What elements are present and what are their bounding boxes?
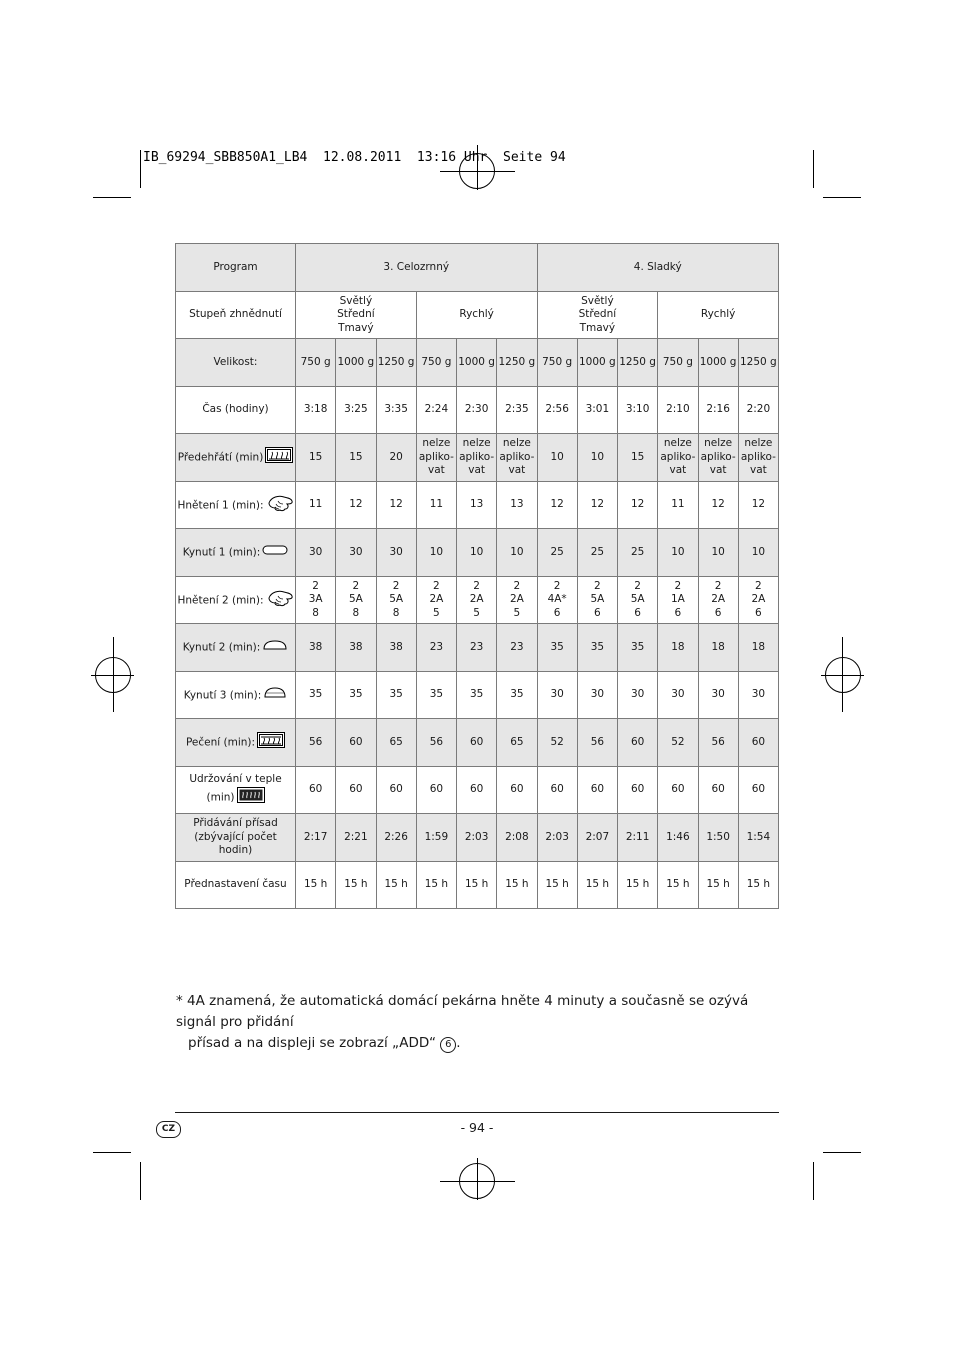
table-row [176,482,779,529]
table-cell: 3:01 [577,387,617,434]
table-row [176,529,779,577]
country-badge: CZ [156,1121,181,1138]
row-label: Program [176,244,296,292]
table-cell: 2:35 [497,387,537,434]
table-cell: 10 [537,434,577,482]
table-cell: nelze apliko- vat [738,434,778,482]
table-cell: 35 [336,672,376,719]
keep-warm-icon [237,787,265,808]
browning-quick: Rychlý [658,292,779,339]
table-cell: 15 h [416,862,456,909]
table-cell: 2 2A 6 [738,577,778,624]
table-row [176,292,779,339]
size-cell: 750 g [658,339,698,387]
table-cell: 35 [497,672,537,719]
size-cell: 1250 g [376,339,416,387]
table-cell: 2 1A 6 [658,577,698,624]
table-cell: 60 [738,719,778,767]
row-label [176,767,296,814]
table-cell: 10 [698,529,738,577]
table-cell: 2 5A 6 [618,577,658,624]
table-cell: 2:16 [698,387,738,434]
row-label-text: Kynutí 1 (min): [182,546,261,559]
table-cell: 56 [698,719,738,767]
table-cell: 2:03 [457,814,497,862]
row-label-text: Kynutí 2 (min): [182,641,261,654]
table-cell: 65 [376,719,416,767]
table-cell: 18 [658,624,698,672]
table-cell: 15 h [698,862,738,909]
footnote [176,991,776,1054]
table-cell: 30 [738,672,778,719]
table-cell: 11 [416,482,456,529]
table-cell: 60 [698,767,738,814]
table-cell: 15 [336,434,376,482]
browning-quick: Rychlý [416,292,537,339]
row-label [176,529,296,577]
table-cell: 60 [457,767,497,814]
row-label [176,719,296,767]
size-cell: 1000 g [698,339,738,387]
table-cell: 2:24 [416,387,456,434]
dough-risen-icon [263,687,287,704]
table-cell: 30 [698,672,738,719]
dough-flat-icon [262,544,288,561]
table-cell: 2:10 [658,387,698,434]
reference-number: 6 [440,1037,456,1053]
footnote-end: . [456,1035,461,1051]
crop-mark [823,197,861,198]
crop-mark [93,1152,131,1153]
table-cell: 2:07 [577,814,617,862]
table-cell: 60 [457,719,497,767]
table-cell: 30 [296,529,336,577]
table-cell: 38 [296,624,336,672]
browning-levels: Světlý Střední Tmavý [537,292,658,339]
table-cell: 35 [416,672,456,719]
browning-levels: Světlý Střední Tmavý [296,292,417,339]
kneading-icon [266,493,294,518]
table-cell: 30 [577,672,617,719]
table-row [176,814,779,862]
table-cell: 15 h [577,862,617,909]
table-cell: 13 [457,482,497,529]
table-cell: 2:26 [376,814,416,862]
table-cell: 60 [376,767,416,814]
table-cell: 2 5A 8 [336,577,376,624]
table-cell: 60 [618,719,658,767]
table-cell: 15 [618,434,658,482]
table-cell: 2 2A 5 [457,577,497,624]
program-table [175,243,779,909]
row-label-text: Kynutí 3 (min): [183,689,262,701]
table-cell: 15 h [658,862,698,909]
table-cell: 60 [577,767,617,814]
table-cell: 12 [577,482,617,529]
table-cell: 1:54 [738,814,778,862]
table-cell: 18 [698,624,738,672]
table-cell: 18 [738,624,778,672]
table-cell: 38 [376,624,416,672]
size-cell: 1000 g [577,339,617,387]
table-cell: 30 [537,672,577,719]
table-row [176,672,779,719]
table-cell: 60 [738,767,778,814]
table-cell: 25 [618,529,658,577]
table-cell: 56 [577,719,617,767]
row-label: Stupeň zhnědnutí [176,292,296,339]
size-cell: 1250 g [497,339,537,387]
table-cell: 10 [577,434,617,482]
row-label-text: Hnětení 2 (min): [177,594,264,606]
table-cell: 10 [457,529,497,577]
table-cell: 2 2A 6 [698,577,738,624]
table-cell: 15 h [738,862,778,909]
registration-line [842,637,843,712]
table-row [176,434,779,482]
table-cell: 12 [618,482,658,529]
table-cell: 2 4A* 6 [537,577,577,624]
table-cell: 25 [577,529,617,577]
table-cell: 23 [416,624,456,672]
table-cell: nelze apliko- vat [457,434,497,482]
table-cell: 2:30 [457,387,497,434]
table-row [176,387,779,434]
table-cell: 2:03 [537,814,577,862]
table-cell: 13 [497,482,537,529]
table-cell: 20 [376,434,416,482]
page-number: - 94 - [460,1120,494,1135]
table-cell: 35 [376,672,416,719]
table-cell: 2:08 [497,814,537,862]
table-cell: 30 [376,529,416,577]
table-cell: 12 [698,482,738,529]
table-cell: 30 [336,529,376,577]
registration-line [113,637,114,712]
row-label [176,862,296,909]
table-cell: 2 5A 6 [577,577,617,624]
table-cell: 15 h [457,862,497,909]
print-slug: IB_69294_SBB850A1_LB4 12.08.2011 13:16 Uhr Seite 94 [143,150,566,165]
table-cell: 12 [376,482,416,529]
row-label [176,672,296,719]
crop-mark [140,1162,141,1200]
row-label-text: Čas (hodiny) [202,403,269,416]
row-label-text: Přidávání přísad (zbývající počet hodin) [193,817,278,857]
table-cell: 3:10 [618,387,658,434]
table-row [176,624,779,672]
table-cell: 52 [537,719,577,767]
crop-mark [813,1162,814,1200]
table-cell: 15 h [618,862,658,909]
table-cell: nelze apliko- vat [497,434,537,482]
table-cell: 2:56 [537,387,577,434]
heat-icon [265,447,293,468]
footnote-text: přísad a na displeji se zobrazí „ADD“ [188,1035,436,1051]
registration-line [477,1158,478,1200]
table-row [176,767,779,814]
table-cell: 1:46 [658,814,698,862]
table-cell: nelze apliko- vat [698,434,738,482]
table-cell: 11 [296,482,336,529]
table-cell: 35 [457,672,497,719]
table-cell: 12 [537,482,577,529]
table-cell: 35 [577,624,617,672]
table-cell: 60 [416,767,456,814]
table-cell: 60 [658,767,698,814]
row-label [176,482,296,529]
row-label [176,577,296,624]
table-cell: 2 5A 8 [376,577,416,624]
table-cell: 2 2A 5 [416,577,456,624]
crop-mark [93,197,131,198]
table-row [176,719,779,767]
row-label-text: Udržování v teple (min) [189,773,282,803]
table-cell: 15 h [296,862,336,909]
row-label: Velikost: [176,339,296,387]
baking-icon [257,732,285,753]
table-cell: 3:25 [336,387,376,434]
footnote-line: * 4A znamená, že automatická domácí pekárna hněte 4 minuty a současně se ozývá signál pro přidání [176,993,749,1030]
table-cell: 15 h [537,862,577,909]
table-cell: 10 [738,529,778,577]
crop-mark [823,1152,861,1153]
program-header: 4. Sladký [537,244,779,292]
table-row [176,577,779,624]
table-cell: 60 [537,767,577,814]
program-header: 3. Celozrnný [296,244,538,292]
crop-mark [813,150,814,188]
row-label [176,814,296,862]
size-cell: 1000 g [336,339,376,387]
table-cell: 2 3A 8 [296,577,336,624]
table-cell: 2:20 [738,387,778,434]
table-cell: nelze apliko- vat [416,434,456,482]
table-cell: 2:21 [336,814,376,862]
table-cell: 3:35 [376,387,416,434]
table-cell: nelze apliko- vat [658,434,698,482]
table-cell: 12 [336,482,376,529]
footer-rule [175,1112,779,1113]
row-label-text: Předehřátí (min) [177,451,264,464]
footnote-line [176,1033,776,1054]
size-cell: 1000 g [457,339,497,387]
table-cell: 35 [296,672,336,719]
size-cell: 1250 g [738,339,778,387]
table-cell: 35 [618,624,658,672]
table-cell: 30 [658,672,698,719]
table-row [176,244,779,292]
table-cell: 2:17 [296,814,336,862]
table-row [176,339,779,387]
table-cell: 60 [336,767,376,814]
table-cell: 60 [336,719,376,767]
table-cell: 12 [738,482,778,529]
crop-mark [140,150,141,188]
table-cell: 11 [658,482,698,529]
table-cell: 2:11 [618,814,658,862]
table-cell: 10 [658,529,698,577]
table-cell: 56 [296,719,336,767]
size-cell: 750 g [416,339,456,387]
kneading-icon [266,588,294,613]
size-cell: 1250 g [618,339,658,387]
table-cell: 23 [457,624,497,672]
table-cell: 15 h [497,862,537,909]
table-cell: 23 [497,624,537,672]
table-cell: 10 [416,529,456,577]
row-label-text: Přednastavení času [184,878,287,891]
table-cell: 15 [296,434,336,482]
size-cell: 750 g [296,339,336,387]
table-cell: 56 [416,719,456,767]
dough-medium-icon [262,639,288,656]
size-cell: 750 g [537,339,577,387]
table-cell: 60 [497,767,537,814]
table-cell: 35 [537,624,577,672]
table-cell: 65 [497,719,537,767]
table-cell: 15 h [376,862,416,909]
table-cell: 60 [296,767,336,814]
table-cell: 1:59 [416,814,456,862]
table-cell: 2 2A 5 [497,577,537,624]
row-label-text: Pečení (min): [185,736,256,749]
table-cell: 52 [658,719,698,767]
table-row [176,862,779,909]
row-label [176,434,296,482]
table-cell: 1:50 [698,814,738,862]
table-cell: 25 [537,529,577,577]
table-cell: 15 h [336,862,376,909]
table-cell: 60 [618,767,658,814]
table-cell: 30 [618,672,658,719]
row-label [176,387,296,434]
row-label-text: Hnětení 1 (min): [177,499,264,511]
table-cell: 3:18 [296,387,336,434]
row-label [176,624,296,672]
table-cell: 10 [497,529,537,577]
table-cell: 38 [336,624,376,672]
